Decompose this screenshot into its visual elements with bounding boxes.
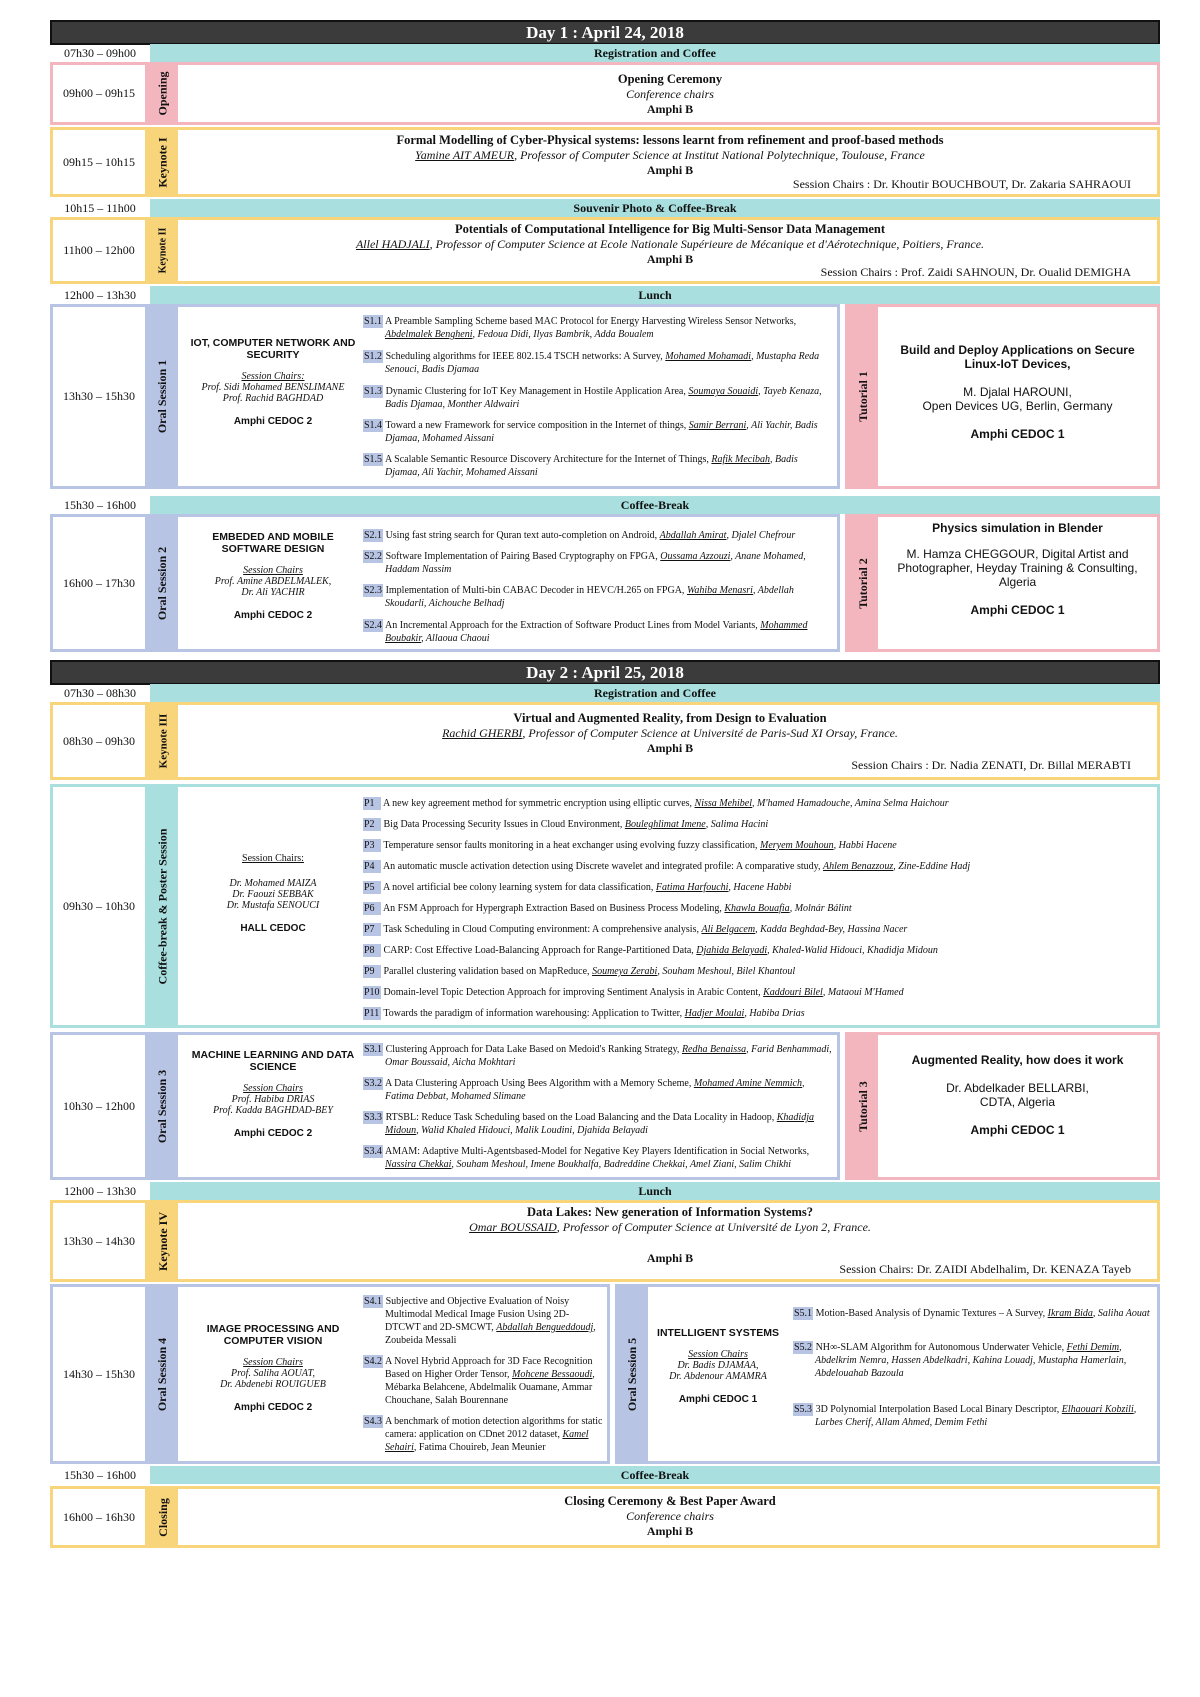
- keynote3-block: [50, 702, 1160, 780]
- room-label: Amphi B: [646, 163, 694, 177]
- keynote4-content: [183, 1203, 1157, 1279]
- tutorial-speaker: M. Hamza CHEGGOUR, Digital Artist and Photographer, Heyday Training & Consulting, Algeria: [897, 547, 1138, 589]
- paper-item: S3.2 A Data Clustering Approach Using Bees Algorithm with a Memory Scheme, Mohamed Amine Nemmich, Fatima Debbat, Mohamed Slimane: [364, 1078, 805, 1102]
- session-info: [183, 1035, 363, 1177]
- poster-session-block: [50, 784, 1160, 1028]
- paper-item: P2 Big Data Processing Security Issues in Cloud Environment, Bouleghlimat Imene, Salima Hacini: [364, 819, 769, 830]
- chairs-label: Session Chairs: [688, 1349, 748, 1360]
- paper-item: P9 Parallel clustering validation based on MapReduce, Soumeya Zerabi, Souham Meshoul, Bilel Khantoul: [364, 966, 796, 977]
- paper-item: S1.3 Dynamic Clustering for IoT Key Management in Hostile Application Area, Soumaya Souaidi, Tayeb Kenaza, Badis Djamaa, Monther Aldwairi: [364, 386, 822, 410]
- paper-item: S3.1 Clustering Approach for Data Lake Based on Medoid's Ranking Strategy, Redha Benaissa, Farid Benhammadi, Omar Boussaid, Aicha Mokhtari: [364, 1044, 832, 1068]
- speaker-name: Yamine AIT AMEUR: [415, 148, 515, 162]
- time-label: 13h30 – 14h30: [53, 1203, 148, 1279]
- paper-list: [363, 1287, 603, 1461]
- paper-item: S5.2 NH∞-SLAM Algorithm for Autonomous Underwater Vehicle, Fethi Demim, Abdelkrim Nemra, Hassen Abdelkadri, Kahina Louadj, Mustapha Hamerlain, Abdelouahab Bazoula: [794, 1342, 1127, 1379]
- keynote-speaker-line: [183, 148, 1157, 163]
- speaker-name: Omar BOUSSAID: [469, 1220, 557, 1234]
- day1-photo-row: [50, 199, 1160, 217]
- day2-registration-row: [50, 684, 1160, 702]
- session-chairs: Session Chairs: Dr. ZAIDI Abdelhalim, Dr. KENAZA Tayeb: [839, 1262, 1131, 1276]
- oral-session1-block: [50, 304, 840, 489]
- chair-name: Prof. Saliha AOUAT,: [231, 1368, 315, 1379]
- tutorial-content: [878, 517, 1157, 649]
- speaker-affil: , Professor of Computer Science at Université de Paris-Sud XI Orsay, France.: [522, 726, 898, 740]
- tutorial-content: [878, 307, 1157, 486]
- session-chairs: Session Chairs : Dr. Nadia ZENATI, Dr. Billal MERABTI: [851, 758, 1131, 772]
- chairs-label: Session Chairs: [243, 565, 303, 576]
- session-tag: Oral Session 2: [148, 517, 178, 649]
- paper-item: S4.1 Subjective and Objective Evaluation of Noisy Multimodal Medical Image Fusion Using 2D-DTCWT and 2D-SMCWT, Abdallah Bengueddoudj, Zoubeida Messali: [364, 1296, 596, 1346]
- opening-content: [183, 65, 1157, 122]
- day1-header: Day 1 : April 24, 2018: [50, 20, 1160, 45]
- session-tag: Oral Session 4: [148, 1287, 178, 1461]
- session-tag: Closing: [148, 1489, 178, 1545]
- day2-lunch-row: [50, 1182, 1160, 1200]
- paper-item: S2.1 Using fast string search for Quran text auto-completion on Android, Abdallah Amirat, Djalel Chefrour: [364, 530, 796, 541]
- session-title: MACHINE LEARNING AND DATA SCIENCE: [191, 1049, 355, 1073]
- session-tag: Oral Session 3: [148, 1035, 178, 1177]
- time-label: 08h30 – 09h30: [53, 705, 148, 777]
- paper-item: S2.4 An Incremental Approach for the Extraction of Software Product Lines from Model Variants, Mohammed Boubakir, Allaoua Chaoui: [364, 620, 808, 644]
- paper-list: [363, 307, 833, 486]
- paper-item: S3.4 AMAM: Adaptive Multi-Agentsbased-Model for Negative Key Players Identification in Social Networks, Nassira Chekkai, Souham Meshoul, Imene Boukhalfa, Badreddine Chekkai, Amel Ziani, Salim Chikhi: [364, 1146, 810, 1170]
- day2-coffee-row: [50, 1466, 1160, 1484]
- oral-session4-block: [50, 1284, 610, 1464]
- time-label: 07h30 – 09h00: [64, 46, 136, 60]
- oral-session2-block: [50, 514, 840, 652]
- strip-label: Lunch: [150, 1182, 1160, 1200]
- room-label: Amphi CEDOC 1: [970, 427, 1065, 441]
- chairs-label: Session Chairs: [243, 1083, 303, 1094]
- paper-item: S4.3 A benchmark of motion detection algorithms for static camera: application on CDnet 2012 dataset, Kamel Sehairi, Fatima Chouireb, Jean Meunier: [364, 1416, 603, 1453]
- session-tag: Tutorial 1: [848, 307, 878, 486]
- paper-item: S4.2 A Novel Hybrid Approach for 3D Face Recognition Based on Higher Order Tensor, Mohcene Bessaoudi, Mébarka Belahcene, Abdelmalik Ouamane, Ammar Chouchane, Salah Bourennane: [364, 1356, 595, 1406]
- session-info: [183, 307, 363, 486]
- tutorial3-block: [845, 1032, 1160, 1180]
- session-tag: Coffee-break & Poster Session: [148, 787, 178, 1025]
- paper-item: P3 Temperature sensor faults monitoring in a heat exchanger using evolving fuzzy classification, Meryem Mouhoun, Habbi Hacene: [364, 840, 897, 851]
- keynote-speaker-line: [183, 1220, 1157, 1235]
- keynote-title: Formal Modelling of Cyber-Physical systems: lessons learnt from refinement and proof-based methods: [396, 133, 944, 147]
- speaker-affil: , Professor of Computer Science at Ecole Nationale Supérieure de Mécanique et d'Aérotechnique, Poitiers, France.: [429, 237, 985, 251]
- room-label: HALL CEDOC: [240, 923, 306, 934]
- oral-session5-block: [615, 1284, 1160, 1464]
- paper-item: S1.2 Scheduling algorithms for IEEE 802.15.4 TSCH networks: A Survey, Mohamed Mohamadi, Mustapha Reda Senouci, Badis Djamaa: [364, 351, 820, 375]
- chair-name: Prof. Sidi Mohamed BENSLIMANE: [201, 382, 345, 393]
- time-label: 09h00 – 09h15: [53, 65, 148, 122]
- session-title: INTELLIGENT SYSTEMS: [657, 1327, 779, 1339]
- chair-name: Prof. Amine ABDELMALEK,: [214, 576, 332, 587]
- paper-item: P8 CARP: Cost Effective Load-Balancing Approach for Range-Partitioned Data, Djahida Belayadi, Khaled-Walid Hidouci, Khadidja Midoun: [364, 945, 938, 956]
- tutorial-speaker: Dr. Abdelkader BELLARBI,: [946, 1081, 1089, 1095]
- paper-item: S5.1 Motion-Based Analysis of Dynamic Textures – A Survey, Ikram Bida, Saliha Aouat: [794, 1308, 1150, 1319]
- room-label: Amphi CEDOC 1: [678, 1394, 758, 1405]
- chair-name: Dr. Abdenour AMAMRA: [669, 1371, 767, 1382]
- paper-item: S3.3 RTSBL: Reduce Task Scheduling based on the Load Balancing and the Data Locality in Hadoop, Khadidja Midoun, Walid Khaled Hidouci, Malik Loudini, Djahida Belayadi: [364, 1112, 814, 1136]
- time-label: 10h15 – 11h00: [64, 201, 136, 215]
- chair-name: Prof. Rachid BAGHDAD: [222, 393, 324, 404]
- tutorial-speaker: M. Djalal HAROUNI,: [963, 385, 1072, 399]
- paper-item: S1.4 Toward a new Framework for service composition in the Internet of things, Samir Berrani, Ali Yachir, Badis Djamaa, Mohamed Aissani: [364, 420, 818, 444]
- strip-label: Registration and Coffee: [150, 684, 1160, 702]
- chair-name: Dr. Abdenebi ROUIGUEB: [220, 1379, 326, 1390]
- room-label: Amphi CEDOC 2: [233, 610, 313, 621]
- paper-item: S1.5 A Scalable Semantic Resource Discovery Architecture for the Internet of Things, Rafik Mecibah, Badis Djamaa, Ali Yachir, Mohamed Aissani: [364, 454, 798, 478]
- time-label: 13h30 – 15h30: [53, 307, 148, 486]
- paper-list: [363, 517, 833, 649]
- session-info: [183, 517, 363, 649]
- room-label: Amphi CEDOC 1: [970, 1123, 1065, 1137]
- time-label: 16h00 – 16h30: [53, 1489, 148, 1545]
- paper-item: P5 A novel artificial bee colony learning system for data classification, Fatima Harfouchi, Hacene Habbi: [364, 882, 792, 893]
- chairs-label: Session Chairs:: [242, 853, 304, 864]
- time-label: 14h30 – 15h30: [53, 1287, 148, 1461]
- keynote-title: Potentials of Computational Intelligence for Big Multi-Sensor Data Management: [454, 222, 886, 236]
- time-label: 09h30 – 10h30: [53, 787, 148, 1025]
- session-info: [183, 1287, 363, 1461]
- paper-item: P1 A new key agreement method for symmetric encryption using elliptic curves, Nissa Mehibel, M'hamed Hamadouche, Amina Selma Haichour: [364, 798, 949, 809]
- paper-item: S2.3 Implementation of Multi-bin CABAC Decoder in HEVC/H.265 on FPGA, Wahiba Menasri, Abdellah Skoudarli, Aichouche Belhadj: [364, 585, 794, 609]
- room-label: Amphi CEDOC 2: [233, 416, 313, 427]
- keynote-speaker-line: [183, 726, 1157, 741]
- time-label: 16h00 – 17h30: [53, 517, 148, 649]
- tutorial-affil: CDTA, Algeria: [979, 1095, 1056, 1109]
- keynote-title: Data Lakes: New generation of Information Systems?: [526, 1205, 814, 1219]
- chair-name: Prof. Habiba DRIAS: [231, 1094, 315, 1105]
- day2-header: Day 2 : April 25, 2018: [50, 660, 1160, 685]
- chair-name: Dr. Badis DJAMAA,: [677, 1360, 759, 1371]
- session-info: [183, 787, 363, 1025]
- speaker-affil: , Professor of Computer Science at Université de Lyon 2, France.: [556, 1220, 871, 1234]
- time-label: 07h30 – 08h30: [64, 686, 136, 700]
- keynote3-content: [183, 705, 1157, 777]
- paper-item: P4 An automatic muscle activation detection using Discrete wavelet and integrated profile: A comparative study, Ahlem Benazzouz, Zine-Eddine Hadj: [364, 861, 971, 872]
- session-title: IMAGE PROCESSING AND COMPUTER VISION: [206, 1323, 340, 1347]
- chair-name: Dr. Mohamed MAIZA: [229, 878, 317, 889]
- session-title: IOT, COMPUTER NETWORK AND SECURITY: [190, 337, 356, 361]
- keynote1-block: [50, 127, 1160, 197]
- session-chairs: Session Chairs : Dr. Khoutir BOUCHBOUT, Dr. Zakaria SAHRAOUI: [792, 177, 1131, 191]
- room-label: Amphi B: [646, 741, 694, 755]
- room-label: Amphi CEDOC 2: [233, 1402, 313, 1413]
- room-label: Amphi B: [646, 1251, 694, 1265]
- paper-item: S5.3 3D Polynomial Interpolation Based Local Binary Descriptor, Elhaouari Kobzili, Larbes Cherif, Allam Ahmed, Demim Fethi: [794, 1404, 1137, 1428]
- session-title: EMBEDED AND MOBILE SOFTWARE DESIGN: [212, 531, 334, 555]
- paper-list: [363, 787, 1153, 1025]
- speaker-affil: , Professor of Computer Science at Institut National Polytechnique, Toulouse, France: [514, 148, 925, 162]
- time-label: 15h30 – 16h00: [64, 1468, 136, 1482]
- opening-block: [50, 62, 1160, 125]
- tutorial-title: Augmented Reality, how does it work: [911, 1053, 1124, 1067]
- session-tag: Keynote II: [148, 220, 178, 281]
- time-label: 09h15 – 10h15: [53, 130, 148, 194]
- time-label: 11h00 – 12h00: [53, 220, 148, 281]
- time-label: 12h00 – 13h30: [64, 288, 136, 302]
- tutorial-title: Build and Deploy Applications on Secure Linux-IoT Devices,: [900, 343, 1135, 371]
- keynote-speaker-line: [183, 237, 1157, 252]
- chair-name: Dr. Ali YACHIR: [241, 587, 305, 598]
- tutorial-affil: Open Devices UG, Berlin, Germany: [922, 399, 1113, 413]
- chair-name: Dr. Faouzi SEBBAK: [232, 889, 314, 900]
- paper-item: P11 Towards the paradigm of information warehousing: Application to Twitter, Hadjer Moulai, Habiba Drias: [364, 1008, 805, 1019]
- keynote1-content: [183, 130, 1157, 194]
- closing-title: Closing Ceremony & Best Paper Award: [564, 1494, 776, 1508]
- room-label: Amphi B: [646, 252, 694, 266]
- chairs-label: Session Chairs:: [241, 371, 305, 382]
- speaker-name: Rachid GHERBI: [442, 726, 523, 740]
- oral-session3-block: [50, 1032, 840, 1180]
- session-tag: Keynote IV: [148, 1203, 178, 1279]
- closing-block: [50, 1486, 1160, 1548]
- closing-sub: Conference chairs: [626, 1509, 714, 1523]
- opening-title: Opening Ceremony: [617, 72, 723, 86]
- keynote4-block: [50, 1200, 1160, 1282]
- strip-label: Coffee-Break: [150, 496, 1160, 514]
- paper-item: P6 An FSM Approach for Hypergraph Extraction Based on Business Process Modeling, Khawla Bouafia, Molnár Bálint: [364, 903, 852, 914]
- session-tag: Oral Session 5: [618, 1287, 648, 1461]
- room-label: Amphi B: [646, 102, 694, 116]
- paper-list: [363, 1035, 833, 1177]
- strip-label: Registration and Coffee: [150, 44, 1160, 62]
- chair-name: Prof. Kadda BAGHDAD-BEY: [213, 1105, 333, 1116]
- session-tag: Opening: [148, 65, 178, 122]
- room-label: Amphi CEDOC 1: [970, 603, 1065, 617]
- keynote2-block: [50, 217, 1160, 284]
- session-tag: Oral Session 1: [148, 307, 178, 486]
- tutorial2-block: [845, 514, 1160, 652]
- tutorial-content: [878, 1035, 1157, 1177]
- session-chairs: Session Chairs : Prof. Zaidi SAHNOUN, Dr. Oualid DEMIGHA: [820, 265, 1131, 279]
- day1-coffee-row: [50, 496, 1160, 514]
- tutorial1-block: [845, 304, 1160, 489]
- day1-registration-row: [50, 44, 1160, 62]
- chairs-label: Session Chairs: [243, 1357, 303, 1368]
- session-info: [648, 1287, 788, 1461]
- room-label: Amphi B: [646, 1524, 694, 1538]
- closing-content: [183, 1489, 1157, 1545]
- session-tag: Tutorial 3: [848, 1035, 878, 1177]
- paper-list: [793, 1287, 1153, 1461]
- time-label: 15h30 – 16h00: [64, 498, 136, 512]
- keynote2-content: [183, 220, 1157, 281]
- strip-label: Coffee-Break: [150, 1466, 1160, 1484]
- paper-item: S2.2 Software Implementation of Pairing Based Cryptography on FPGA, Oussama Azzouzi, Anane Mohamed, Haddam Nassim: [364, 551, 806, 575]
- opening-sub: Conference chairs: [626, 87, 714, 101]
- paper-item: P7 Task Scheduling in Cloud Computing environment: A comprehensive analysis, Ali Belgacem, Kadda Beghdad-Bey, Hassina Nacer: [364, 924, 908, 935]
- session-tag: Keynote I: [148, 130, 178, 194]
- session-tag: Tutorial 2: [848, 517, 878, 649]
- day1-lunch-row: [50, 286, 1160, 304]
- session-tag: Keynote III: [148, 705, 178, 777]
- strip-label: Souvenir Photo & Coffee-Break: [150, 199, 1160, 217]
- time-label: 10h30 – 12h00: [53, 1035, 148, 1177]
- paper-item: P10 Domain-level Topic Detection Approach for improving Sentiment Analysis in Arabic Content, Kaddouri Bilel, Mataoui M'Hamed: [364, 987, 904, 998]
- strip-label: Lunch: [150, 286, 1160, 304]
- room-label: Amphi CEDOC 2: [233, 1128, 313, 1139]
- keynote-title: Virtual and Augmented Reality, from Design to Evaluation: [513, 711, 827, 725]
- time-label: 12h00 – 13h30: [64, 1184, 136, 1198]
- chair-name: Dr. Mustafa SENOUCI: [226, 900, 320, 911]
- paper-item: S1.1 A Preamble Sampling Scheme based MAC Protocol for Energy Harvesting Wireless Sensor Networks, Abdelmalek Bengheni, Fedoua Didi, Ilyas Bambrik, Adda Boualem: [364, 316, 797, 340]
- tutorial-title: Physics simulation in Blender: [932, 521, 1103, 535]
- speaker-name: Allel HADJALI: [355, 237, 430, 251]
